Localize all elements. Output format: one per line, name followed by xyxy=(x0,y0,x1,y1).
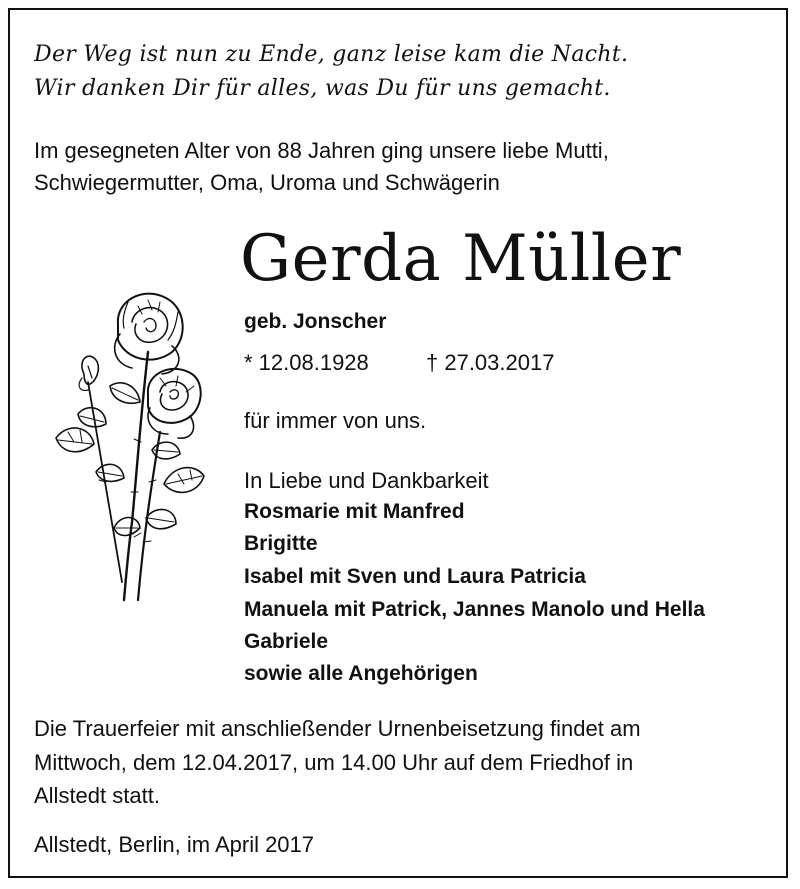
obituary-notice xyxy=(8,8,788,878)
funeral-line-1: Die Trauerfeier mit anschließender Urnenbeisetzung findet am xyxy=(34,716,641,741)
mourner-5: Gabriele xyxy=(244,630,329,653)
poem-line-1: Der Weg ist nun zu Ende, ganz leise kam die Nacht. xyxy=(34,42,629,67)
mourner-6: sowie alle Angehörigen xyxy=(244,662,478,685)
deceased-name: Gerda Müller xyxy=(240,222,682,296)
closing-place-date: Allstedt, Berlin, im April 2017 xyxy=(34,832,315,857)
farewell-text: für immer von uns. xyxy=(244,408,427,433)
intro-line-2: Schwiegermutter, Oma, Uroma und Schwägerin xyxy=(34,170,500,195)
intro-line-1: Im gesegneten Alter von 88 Jahren ging unsere liebe Mutti, xyxy=(34,138,609,163)
maiden-name: geb. Jonscher xyxy=(244,310,387,333)
mourner-1: Rosmarie mit Manfred xyxy=(244,500,465,523)
funeral-line-2: Mittwoch, dem 12.04.2017, um 14.00 Uhr auf dem Friedhof in xyxy=(34,750,634,775)
funeral-line-3: Allstedt statt. xyxy=(34,783,160,808)
mourner-3: Isabel mit Sven und Laura Patricia xyxy=(244,565,586,588)
mourner-4: Manuela mit Patrick, Jannes Manolo und Hella xyxy=(244,598,705,621)
mourner-2: Brigitte xyxy=(244,532,318,555)
death-date: † 27.03.2017 xyxy=(426,350,555,375)
rose-icon xyxy=(48,282,218,602)
poem-line-2: Wir danken Dir für alles, was Du für uns gemacht. xyxy=(34,76,611,101)
birth-date: * 12.08.1928 xyxy=(244,350,369,375)
mourners-heading: In Liebe und Dankbarkeit xyxy=(244,468,489,493)
